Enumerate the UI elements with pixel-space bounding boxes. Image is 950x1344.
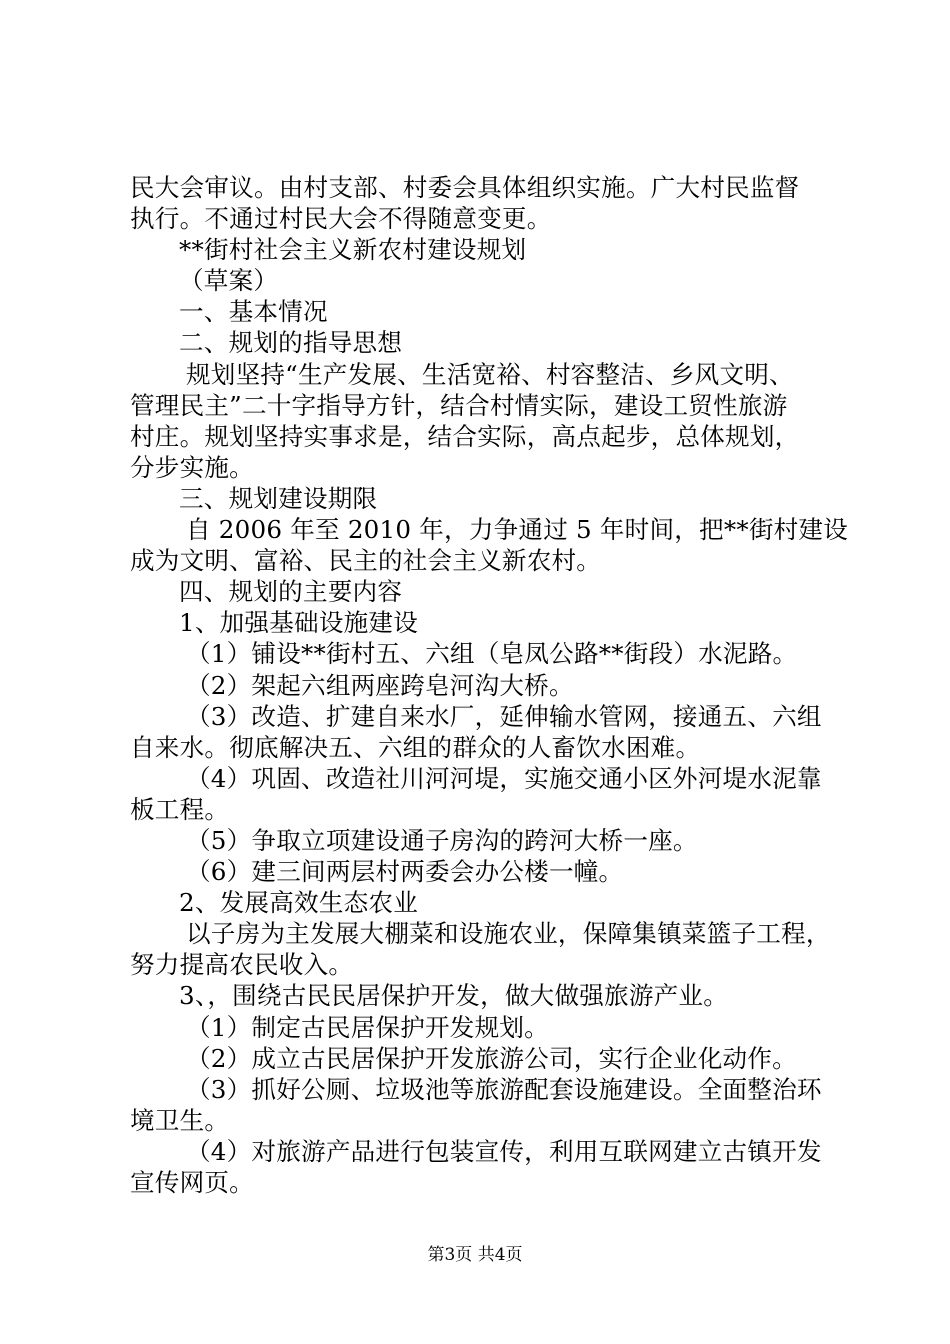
plan-subtitle: （草案） bbox=[179, 266, 279, 296]
body-line: 成为文明、富裕、民主的社会主义新农村。 bbox=[130, 546, 602, 576]
list-item-continued: 境卫生。 bbox=[130, 1105, 230, 1135]
list-item-continued: 自来水。彻底解决五、六组的群众的人畜饮水困难。 bbox=[130, 732, 701, 762]
page-footer: 第3页 共4页 bbox=[427, 1245, 523, 1265]
section-heading: 一、基本情况 bbox=[179, 297, 328, 327]
body-line: 执行。不通过村民大会不得随意变更。 bbox=[130, 204, 552, 234]
list-item: （4）巩固、改造社川河河堤，实施交通小区外河堤水泥靠 bbox=[186, 763, 822, 793]
section-heading: 三、规划建设期限 bbox=[179, 483, 378, 513]
list-item: （1）铺设**街村五、六组（皂凤公路**街段）水泥路。 bbox=[186, 639, 798, 669]
list-item: （6）建三间两层村两委会办公楼一幢。 bbox=[186, 857, 624, 887]
list-item: （5）争取立项建设通子房沟的跨河大桥一座。 bbox=[186, 825, 698, 855]
list-item: （3）抓好公厕、垃圾池等旅游配套设施建设。全面整治环 bbox=[186, 1074, 822, 1104]
body-line: 民大会审议。由村支部、村委会具体组织实施。广大村民监督 bbox=[130, 173, 800, 202]
body-line: 自 2006 年至 2010 年，力争通过 5 年时间，把**街村建设 bbox=[186, 515, 849, 545]
body-line: 努力提高农民收入。 bbox=[130, 950, 354, 980]
subsection-heading: 2、发展高效生态农业 bbox=[179, 888, 418, 918]
list-item: （2）成立古民居保护开发旅游公司，实行企业化动作。 bbox=[186, 1043, 797, 1073]
subsection-heading: 3、，围绕古民民居保护开发，做大做强旅游产业。 bbox=[179, 981, 729, 1011]
body-line: 村庄。规划坚持实事求是，结合实际，高点起步，总体规划， bbox=[130, 421, 800, 451]
list-item: （4）对旅游产品进行包装宣传，利用互联网建立古镇开发 bbox=[186, 1136, 822, 1166]
list-item: （1）制定古民居保护开发规划。 bbox=[186, 1012, 549, 1042]
body-line: 分步实施。 bbox=[130, 452, 254, 482]
section-heading: 四、规划的主要内容 bbox=[179, 577, 403, 607]
section-heading: 二、规划的指导思想 bbox=[179, 328, 403, 358]
list-item: （2）架起六组两座跨皂河沟大桥。 bbox=[186, 670, 574, 700]
list-item: （3）改造、扩建自来水厂，延伸输水管网，接通五、六组 bbox=[186, 701, 822, 731]
body-line: 以子房为主发展大棚菜和设施农业，保障集镇菜篮子工程， bbox=[186, 919, 831, 949]
list-item-continued: 板工程。 bbox=[130, 794, 230, 824]
document-body bbox=[130, 172, 849, 1198]
plan-title: **街村社会主义新农村建设规划 bbox=[179, 235, 527, 265]
body-line: 规划坚持“生产发展、生活宽裕、村容整洁、乡风文明、 bbox=[186, 359, 794, 389]
subsection-heading: 1、加强基础设施建设 bbox=[179, 608, 418, 638]
list-item-continued: 宣传网页。 bbox=[130, 1168, 254, 1197]
body-line: 管理民主”二十字指导方针，结合村情实际，建设工贸性旅游 bbox=[130, 390, 788, 420]
